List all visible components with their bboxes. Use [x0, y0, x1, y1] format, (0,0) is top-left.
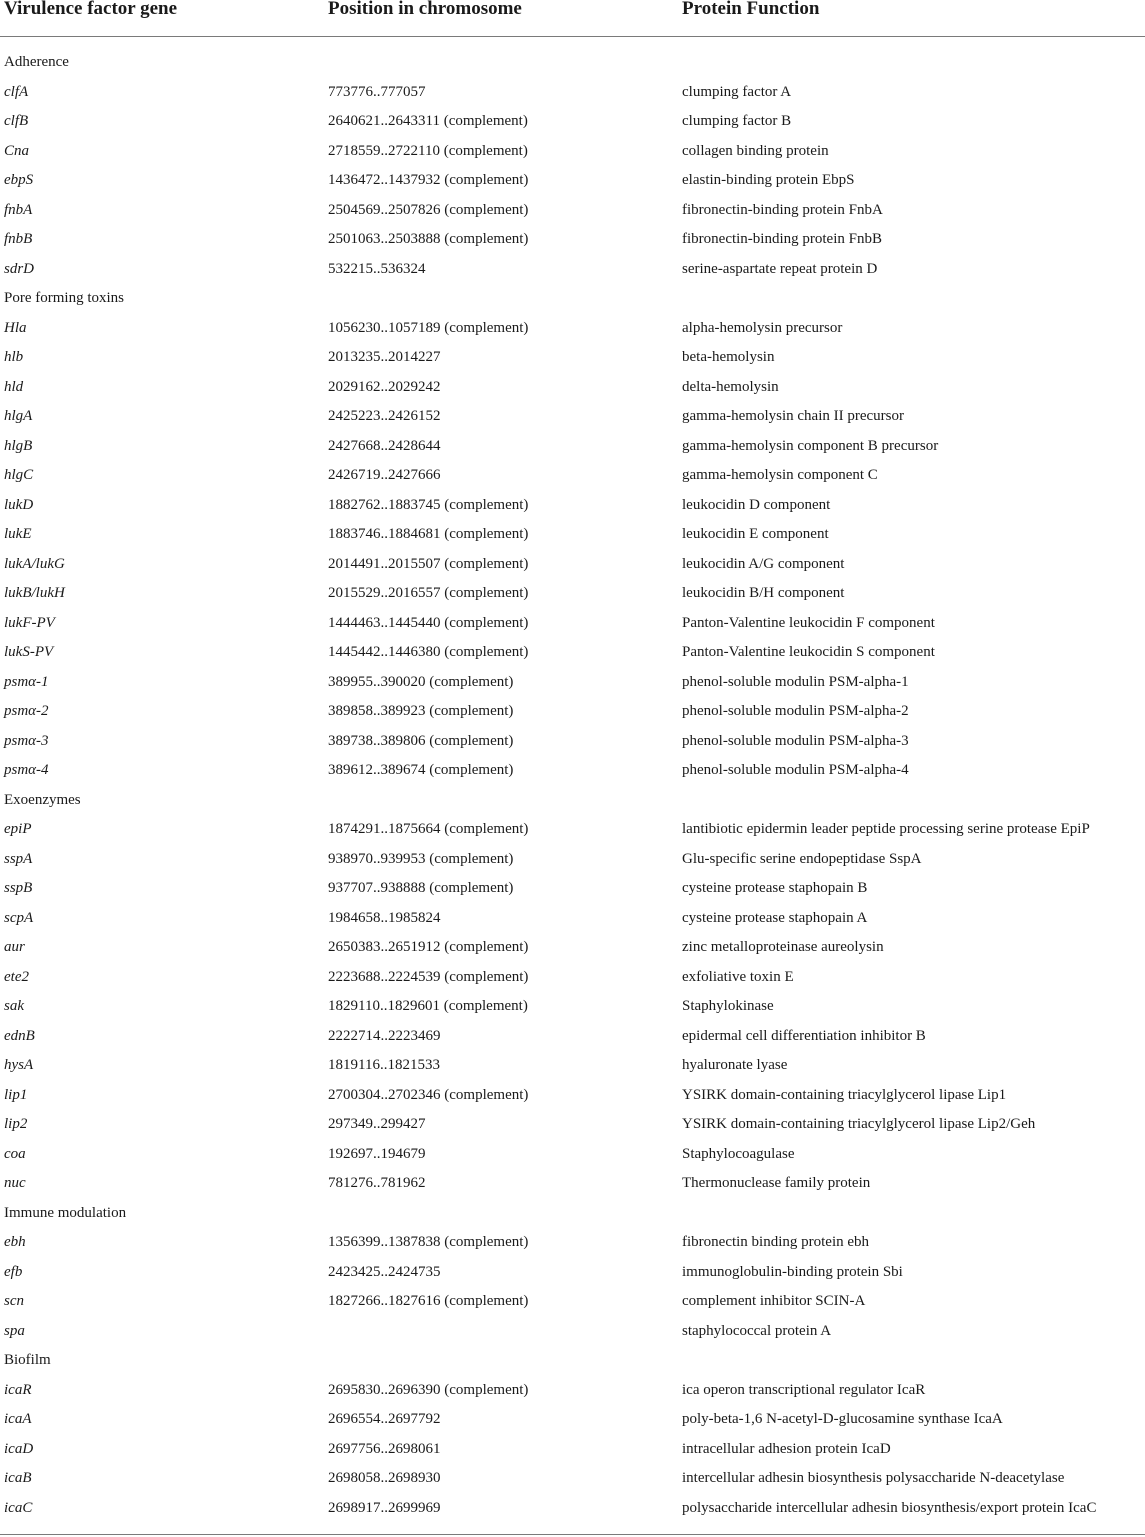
position-cell: 2504569..2507826 (complement): [328, 201, 529, 218]
function-cell: leukocidin A/G component: [682, 555, 845, 572]
table-row: [0, 727, 1145, 757]
table-row: [0, 1494, 1145, 1524]
section-label: Adherence: [4, 54, 69, 70]
table-row: [0, 1140, 1145, 1170]
function-cell: complement inhibitor SCIN-A: [682, 1293, 866, 1309]
function-cell: zinc metalloproteinase aureolysin: [682, 939, 884, 955]
position-cell: 532215..536324: [328, 260, 426, 277]
function-cell: staphylococcal protein A: [682, 1322, 832, 1339]
function-cell: alpha-hemolysin precursor: [682, 319, 843, 336]
function-cell: Staphylocoagulase: [682, 1145, 795, 1162]
table-row: [0, 550, 1145, 580]
table-row: [0, 432, 1145, 462]
gene-cell: scn: [4, 1293, 24, 1309]
gene-cell: icaB: [4, 1470, 32, 1486]
function-cell: elastin-binding protein EbpS: [682, 172, 855, 188]
gene-cell: ete2: [4, 968, 29, 985]
function-cell: hyaluronate lyase: [682, 1057, 788, 1073]
function-cell: YSIRK domain-containing triacylglycerol lipase Lip2/Geh: [682, 1116, 1036, 1132]
position-cell: 2650383..2651912 (complement): [328, 939, 529, 955]
table-row: [0, 107, 1145, 137]
gene-cell: icaD: [4, 1440, 34, 1457]
position-cell: 1056230..1057189 (complement): [328, 319, 529, 336]
position-cell: 1883746..1884681 (complement): [328, 526, 529, 542]
function-cell: fibronectin binding protein ebh: [682, 1234, 870, 1250]
gene-cell: clfB: [4, 113, 29, 129]
table-row: [0, 1258, 1145, 1288]
function-cell: phenol-soluble modulin PSM-alpha-1: [682, 673, 909, 690]
gene-cell: lip1: [4, 1086, 28, 1103]
function-cell: intercellular adhesin biosynthesis polysaccharide N-deacetylase: [682, 1470, 1065, 1486]
position-cell: 1436472..1437932 (complement): [328, 172, 529, 188]
table-row: [0, 373, 1145, 403]
table-row: [0, 1405, 1145, 1435]
gene-cell: lukD: [4, 496, 34, 513]
section-row: [0, 284, 1145, 314]
gene-cell: clfA: [4, 83, 29, 100]
gene-cell: Hla: [4, 319, 27, 336]
function-cell: fibronectin-binding protein FnbB: [682, 231, 882, 247]
function-cell: Staphylokinase: [682, 998, 774, 1014]
position-cell: 389858..389923 (complement): [328, 703, 514, 719]
function-cell: immunoglobulin-binding protein Sbi: [682, 1263, 903, 1280]
table-row: [0, 756, 1145, 786]
function-cell: leukocidin B/H component: [682, 585, 845, 601]
position-cell: 937707..938888 (complement): [328, 880, 514, 896]
position-cell: 2697756..2698061: [328, 1440, 441, 1457]
gene-cell: coa: [4, 1145, 26, 1162]
gene-cell: hysA: [4, 1057, 34, 1073]
header-divider: [0, 36, 1145, 37]
function-cell: beta-hemolysin: [682, 349, 775, 365]
position-cell: 2640621..2643311 (complement): [328, 113, 528, 129]
position-cell: 1445442..1446380 (complement): [328, 644, 529, 660]
gene-cell: sak: [4, 998, 24, 1014]
section-row: [0, 1346, 1145, 1376]
gene-cell: sspA: [4, 850, 33, 867]
gene-cell: efb: [4, 1263, 23, 1280]
position-cell: 389955..390020 (complement): [328, 673, 514, 690]
function-cell: Thermonuclease family protein: [682, 1175, 871, 1191]
function-cell: cysteine protease staphopain A: [682, 909, 868, 926]
section-label: Biofilm: [4, 1352, 51, 1368]
function-cell: leukocidin E component: [682, 526, 829, 542]
table-row: [0, 1110, 1145, 1140]
gene-cell: icaA: [4, 1411, 32, 1427]
table-row: [0, 1169, 1145, 1199]
position-cell: 2698058..2698930: [328, 1470, 441, 1486]
gene-cell: icaR: [4, 1381, 32, 1398]
section-row: [0, 1199, 1145, 1229]
position-cell: 1444463..1445440 (complement): [328, 614, 529, 631]
table-header-row: [0, 0, 1145, 36]
section-row: [0, 48, 1145, 78]
section-label: Immune modulation: [4, 1204, 127, 1221]
position-cell: 1819116..1821533: [328, 1057, 440, 1073]
gene-cell: lukE: [4, 526, 32, 542]
header-position-in-chromosome: Position in chromosome: [328, 0, 522, 19]
gene-cell: sspB: [4, 880, 33, 896]
table-row: [0, 166, 1145, 196]
gene-cell: sdrD: [4, 260, 35, 277]
function-cell: phenol-soluble modulin PSM-alpha-2: [682, 703, 909, 719]
function-cell: Glu-specific serine endopeptidase SspA: [682, 850, 922, 867]
position-cell: 2425223..2426152: [328, 408, 441, 424]
position-cell: 2696554..2697792: [328, 1411, 441, 1427]
position-cell: 1874291..1875664 (complement): [328, 821, 529, 837]
function-cell: intracellular adhesion protein IcaD: [682, 1440, 891, 1457]
gene-cell: nuc: [4, 1175, 26, 1191]
function-cell: polysaccharide intercellular adhesin biosynthesis/export protein IcaC: [682, 1499, 1097, 1516]
table-row: [0, 1376, 1145, 1406]
function-cell: gamma-hemolysin component B precursor: [682, 437, 939, 454]
function-cell: phenol-soluble modulin PSM-alpha-4: [682, 762, 909, 778]
gene-cell: scpA: [4, 909, 34, 926]
gene-cell: fnbA: [4, 201, 33, 218]
table-row: [0, 904, 1145, 934]
position-cell: 2698917..2699969: [328, 1499, 441, 1516]
function-cell: clumping factor B: [682, 113, 792, 129]
gene-cell: lukF-PV: [4, 614, 55, 631]
position-cell: 1829110..1829601 (complement): [328, 998, 528, 1014]
function-cell: gamma-hemolysin component C: [682, 467, 878, 483]
gene-cell: hlgA: [4, 408, 33, 424]
table-row: [0, 225, 1145, 255]
position-cell: 2501063..2503888 (complement): [328, 231, 529, 247]
position-cell: 1356399..1387838 (complement): [328, 1234, 529, 1250]
function-cell: serine-aspartate repeat protein D: [682, 260, 878, 277]
function-cell: cysteine protease staphopain B: [682, 880, 868, 896]
position-cell: 1882762..1883745 (complement): [328, 496, 529, 513]
gene-cell: lukA/lukG: [4, 555, 65, 572]
table-row: [0, 963, 1145, 993]
bottom-divider: [0, 1534, 1145, 1535]
table-row: [0, 402, 1145, 432]
position-cell: 2222714..2223469: [328, 1027, 441, 1044]
position-cell: 2426719..2427666: [328, 467, 441, 483]
gene-cell: ebh: [4, 1234, 26, 1250]
gene-cell: hlgB: [4, 437, 33, 454]
table-row: [0, 255, 1145, 285]
position-cell: 389738..389806 (complement): [328, 732, 514, 749]
gene-cell: aur: [4, 939, 25, 955]
table-row: [0, 1051, 1145, 1081]
table-row: [0, 1228, 1145, 1258]
table-row: [0, 697, 1145, 727]
table-row: [0, 1287, 1145, 1317]
position-cell: 781276..781962: [328, 1175, 426, 1191]
position-cell: 297349..299427: [328, 1116, 426, 1132]
function-cell: epidermal cell differentiation inhibitor B: [682, 1027, 926, 1044]
table-row: [0, 520, 1145, 550]
function-cell: YSIRK domain-containing triacylglycerol lipase Lip1: [682, 1086, 1007, 1103]
position-cell: 2700304..2702346 (complement): [328, 1086, 529, 1103]
table-row: [0, 845, 1145, 875]
section-label: Pore forming toxins: [4, 290, 124, 306]
function-cell: exfoliative toxin E: [682, 968, 794, 985]
section-row: [0, 786, 1145, 816]
position-cell: 2015529..2016557 (complement): [328, 585, 529, 601]
function-cell: Panton-Valentine leukocidin S component: [682, 644, 935, 660]
table-row: [0, 314, 1145, 344]
function-cell: collagen binding protein: [682, 142, 829, 159]
table-row: [0, 343, 1145, 373]
function-cell: Panton-Valentine leukocidin F component: [682, 614, 935, 631]
table-row: [0, 1022, 1145, 1052]
gene-cell: psmα-3: [4, 732, 49, 749]
gene-cell: ednB: [4, 1027, 35, 1044]
table-row: [0, 461, 1145, 491]
section-label: Exoenzymes: [4, 791, 81, 808]
table-row: [0, 874, 1145, 904]
table-row: [0, 196, 1145, 226]
function-cell: delta-hemolysin: [682, 378, 779, 395]
function-cell: fibronectin-binding protein FnbA: [682, 201, 883, 218]
function-cell: clumping factor A: [682, 83, 792, 100]
gene-cell: Cna: [4, 142, 30, 159]
position-cell: 2029162..2029242: [328, 378, 441, 395]
position-cell: 2718559..2722110 (complement): [328, 142, 528, 159]
position-cell: 1984658..1985824: [328, 909, 441, 926]
gene-cell: lukB/lukH: [4, 585, 65, 601]
gene-cell: ebpS: [4, 172, 34, 188]
function-cell: lantibiotic epidermin leader peptide processing serine protease EpiP: [682, 821, 1090, 837]
header-virulence-factor-gene: Virulence factor gene: [4, 0, 178, 19]
table-body: [0, 48, 1145, 1523]
function-cell: poly-beta-1,6 N-acetyl-D-glucosamine synthase IcaA: [682, 1411, 1003, 1427]
function-cell: ica operon transcriptional regulator IcaR: [682, 1381, 926, 1398]
table-row: [0, 668, 1145, 698]
position-cell: 2427668..2428644: [328, 437, 441, 454]
header-protein-function: Protein Function: [682, 0, 820, 19]
function-cell: phenol-soluble modulin PSM-alpha-3: [682, 732, 909, 749]
table-row: [0, 815, 1145, 845]
table-row: [0, 579, 1145, 609]
gene-cell: hlb: [4, 349, 24, 365]
table-row: [0, 1081, 1145, 1111]
table-row: [0, 137, 1145, 167]
position-cell: 2423425..2424735: [328, 1263, 441, 1280]
table-row: [0, 933, 1145, 963]
function-cell: leukocidin D component: [682, 496, 831, 513]
gene-cell: psmα-1: [4, 673, 49, 690]
gene-cell: spa: [4, 1322, 25, 1339]
gene-cell: hld: [4, 378, 24, 395]
gene-cell: epiP: [4, 821, 32, 837]
table-row: [0, 78, 1145, 108]
table-row: [0, 638, 1145, 668]
table-row: [0, 1317, 1145, 1347]
table-row: [0, 491, 1145, 521]
gene-cell: lukS-PV: [4, 644, 54, 660]
position-cell: 389612..389674 (complement): [328, 762, 514, 778]
table-row: [0, 609, 1145, 639]
position-cell: 2695830..2696390 (complement): [328, 1381, 529, 1398]
position-cell: 773776..777057: [328, 83, 426, 100]
gene-cell: hlgC: [4, 467, 34, 483]
gene-cell: icaC: [4, 1499, 33, 1516]
gene-cell: psmα-4: [4, 762, 49, 778]
table-row: [0, 1435, 1145, 1465]
position-cell: 2014491..2015507 (complement): [328, 555, 529, 572]
table-row: [0, 992, 1145, 1022]
gene-cell: lip2: [4, 1116, 28, 1132]
table-row: [0, 1464, 1145, 1494]
function-cell: gamma-hemolysin chain II precursor: [682, 408, 905, 424]
position-cell: 1827266..1827616 (complement): [328, 1293, 529, 1309]
position-cell: 192697..194679: [328, 1145, 426, 1162]
position-cell: 938970..939953 (complement): [328, 850, 514, 867]
gene-cell: fnbB: [4, 231, 33, 247]
position-cell: 2223688..2224539 (complement): [328, 968, 529, 985]
position-cell: 2013235..2014227: [328, 349, 441, 365]
gene-cell: psmα-2: [4, 703, 49, 719]
